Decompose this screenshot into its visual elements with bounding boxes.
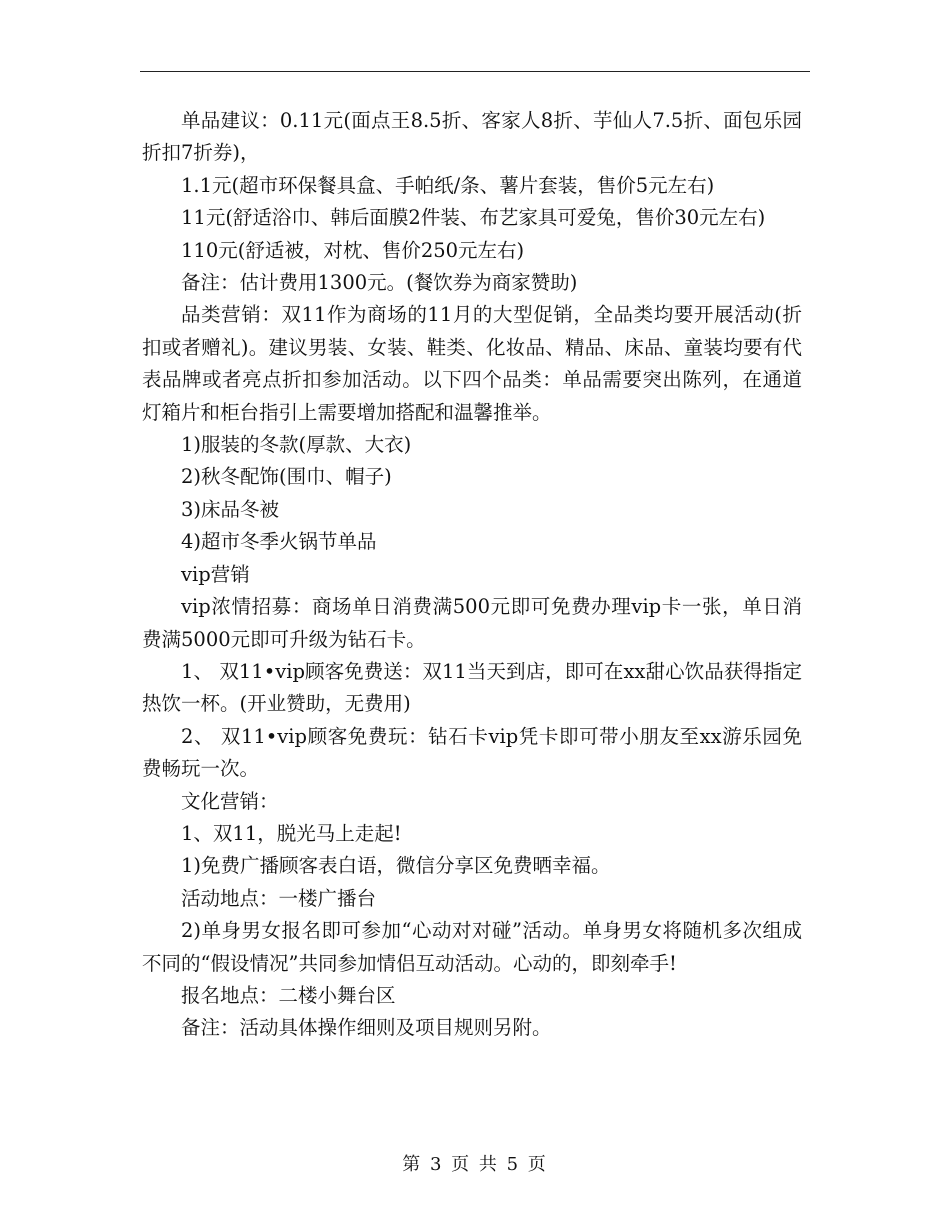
paragraph-price-110: 110元(舒适被，对枕、售价250元左右) — [181, 238, 525, 262]
list-item-accessories: 2)秋冬配饰(围巾、帽子) — [181, 465, 392, 489]
document-body — [142, 105, 802, 1045]
list-item-hotpot-items: 4)超市冬季火锅节单品 — [181, 530, 377, 554]
paragraph-free-broadcast: 1)免费广播顾客表白语，微信分享区免费晒幸福。 — [181, 854, 611, 878]
paragraph-matching-event: 2)单身男女报名即可参加“心动对对碰”活动。单身男女将随机多次组成不同的“假设情况”共同参加情侣互动活动。心动的，即刻牵手! — [142, 919, 802, 975]
paragraph-note-rules: 备注：活动具体操作细则及项目规则另附。 — [181, 1016, 552, 1040]
section-heading-cultural-marketing: 文化营销： — [181, 789, 279, 813]
paragraph-note-cost: 备注：估计费用1300元。(餐饮券为商家赞助) — [181, 271, 578, 295]
paragraph-vip-free-play: 2、 双11•vip顾客免费玩：钻石卡vip凭卡即可带小朋友至xx游乐园免费畅玩一次。 — [142, 724, 802, 781]
paragraph-vip-free-gift: 1、 双11•vip顾客免费送：双11当天到店，即可在xx甜心饮品获得指定热饮一杯。(开业赞助，无费用) — [142, 659, 802, 716]
paragraph-price-11: 11元(舒适浴巾、韩后面膜2件装、布艺家具可爱兔，售价30元左右) — [181, 206, 766, 230]
section-heading-vip-marketing: vip营销 — [181, 562, 250, 586]
header-rule — [140, 71, 810, 72]
paragraph-singles-event: 1、双11，脱光马上走起! — [181, 821, 402, 845]
paragraph-signup-location: 报名地点：二楼小舞台区 — [181, 983, 396, 1007]
paragraph-vip-recruitment: vip浓情招募：商场单日消费满500元即可免费办理vip卡一张，单日消费满5000元即可升级为钻石卡。 — [142, 595, 802, 651]
page-number: 第 3 页 共 5 页 — [402, 1154, 548, 1175]
paragraph-location-broadcast: 活动地点：一楼广播台 — [181, 886, 377, 910]
list-item-winter-quilts: 3)床品冬被 — [181, 497, 280, 521]
list-item-winter-clothing: 1)服装的冬款(厚款、大衣) — [181, 433, 412, 457]
paragraph-price-1-1: 1.1元(超市环保餐具盒、手帕纸/条、薯片套装，售价5元左右) — [181, 173, 715, 197]
paragraph-category-marketing: 品类营销：双11作为商场的11月的大型促销，全品类均要开展活动(折扣或者赠礼)。建议男装、女装、鞋类、化妆品、精品、床品、童装均要有代表品牌或者亮点折扣参加活动。以下四个品类：单品需要突出陈列，在通道灯箱片和柜台指引上需要增加搭配和温馨推举。 — [142, 303, 802, 424]
paragraph-single-item-suggestion: 单品建议：0.11元(面点王8.5折、客家人8折、芋仙人7.5折、面包乐园折扣7折券)， — [142, 109, 802, 165]
